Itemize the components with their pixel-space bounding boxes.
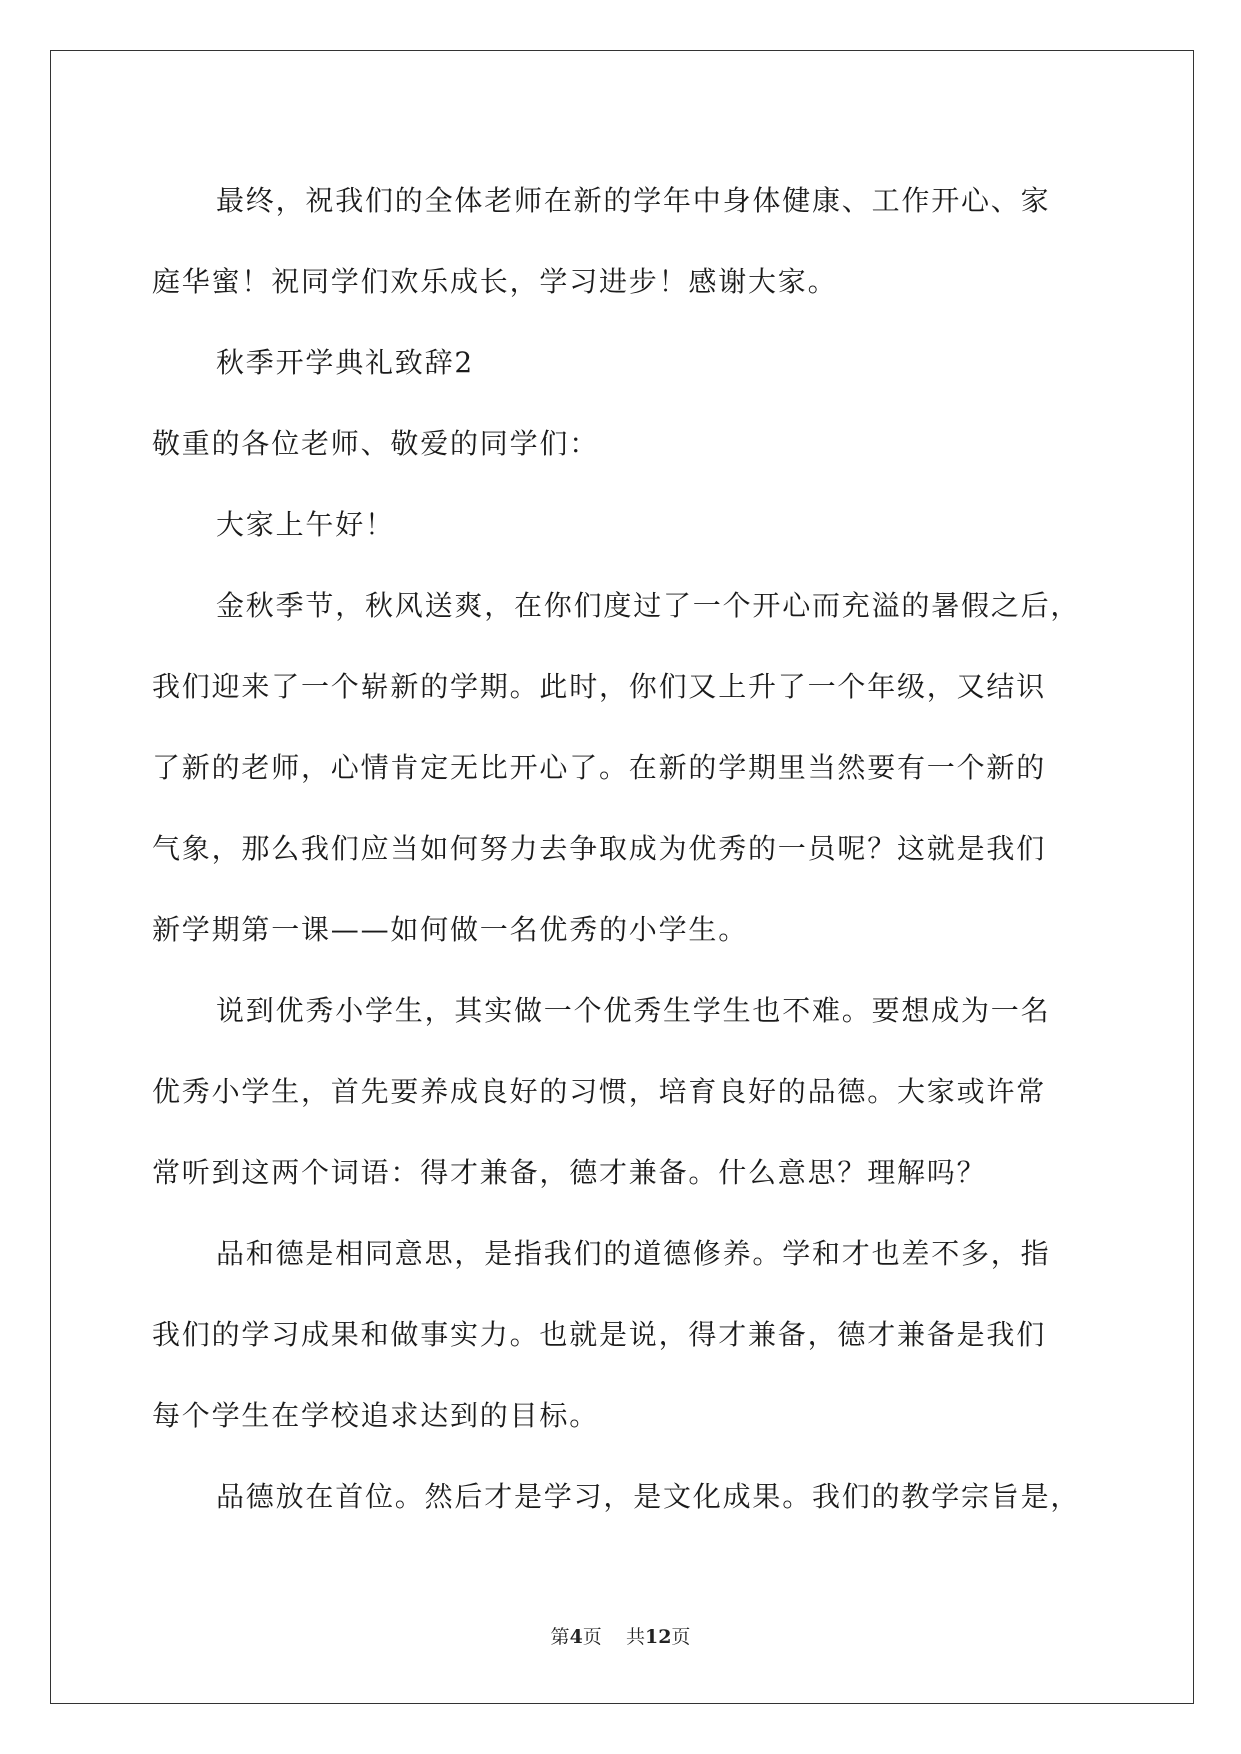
current-page-number: 4	[569, 1626, 583, 1648]
paragraph	[152, 160, 1092, 322]
text-line: 了新的老师，心情肯定无比开心了。在新的学期里当然要有一个新的	[152, 751, 1047, 784]
text-line: 品和德是相同意思，是指我们的道德修养。学和才也差不多，指	[216, 1237, 1051, 1270]
text-line: 说到优秀小学生，其实做一个优秀生学生也不难。要想成为一名	[216, 994, 1051, 1027]
text-line: 敬重的各位老师、敬爱的同学们：	[152, 427, 600, 460]
salutation	[152, 403, 1092, 484]
document-body	[152, 160, 1092, 1537]
section-title	[152, 322, 1092, 403]
text-line: 庭华蜜！祝同学们欢乐成长，学习进步！感谢大家。	[152, 265, 838, 298]
text-line: 优秀小学生，首先要养成良好的习惯，培育良好的品德。大家或许常	[152, 1075, 1047, 1108]
text-line: 品德放在首位。然后才是学习，是文化成果。我们的教学宗旨是，	[216, 1480, 1081, 1513]
text-line: 我们迎来了一个崭新的学期。此时，你们又上升了一个年级，又结识	[152, 670, 1047, 703]
paragraph	[152, 1213, 1092, 1456]
paragraph	[152, 1456, 1092, 1537]
text-line: 新学期第一课——如何做一名优秀的小学生。	[152, 913, 749, 946]
text-line: 气象，那么我们应当如何努力去争取成为优秀的一员呢？这就是我们	[152, 832, 1047, 865]
text-line: 最终，祝我们的全体老师在新的学年中身体健康、工作开心、家	[216, 184, 1051, 217]
footer-suffix: 页	[671, 1626, 691, 1648]
text-line: 秋季开学典礼致辞2	[216, 346, 475, 379]
paragraph	[152, 565, 1092, 970]
text-line: 每个学生在学校追求达到的目标。	[152, 1399, 600, 1432]
text-line: 常听到这两个词语：得才兼备，德才兼备。什么意思？理解吗？	[152, 1156, 987, 1189]
greeting	[152, 484, 1092, 565]
footer-prefix: 第	[550, 1626, 570, 1648]
page-footer	[0, 1622, 1241, 1649]
text-line: 我们的学习成果和做事实力。也就是说，得才兼备，德才兼备是我们	[152, 1318, 1047, 1351]
text-line: 金秋季节，秋风送爽，在你们度过了一个开心而充溢的暑假之后，	[216, 589, 1081, 622]
total-page-number: 12	[644, 1626, 672, 1648]
text-line: 大家上午好！	[216, 508, 395, 541]
footer-mid: 页 共	[582, 1626, 645, 1648]
paragraph	[152, 970, 1092, 1213]
